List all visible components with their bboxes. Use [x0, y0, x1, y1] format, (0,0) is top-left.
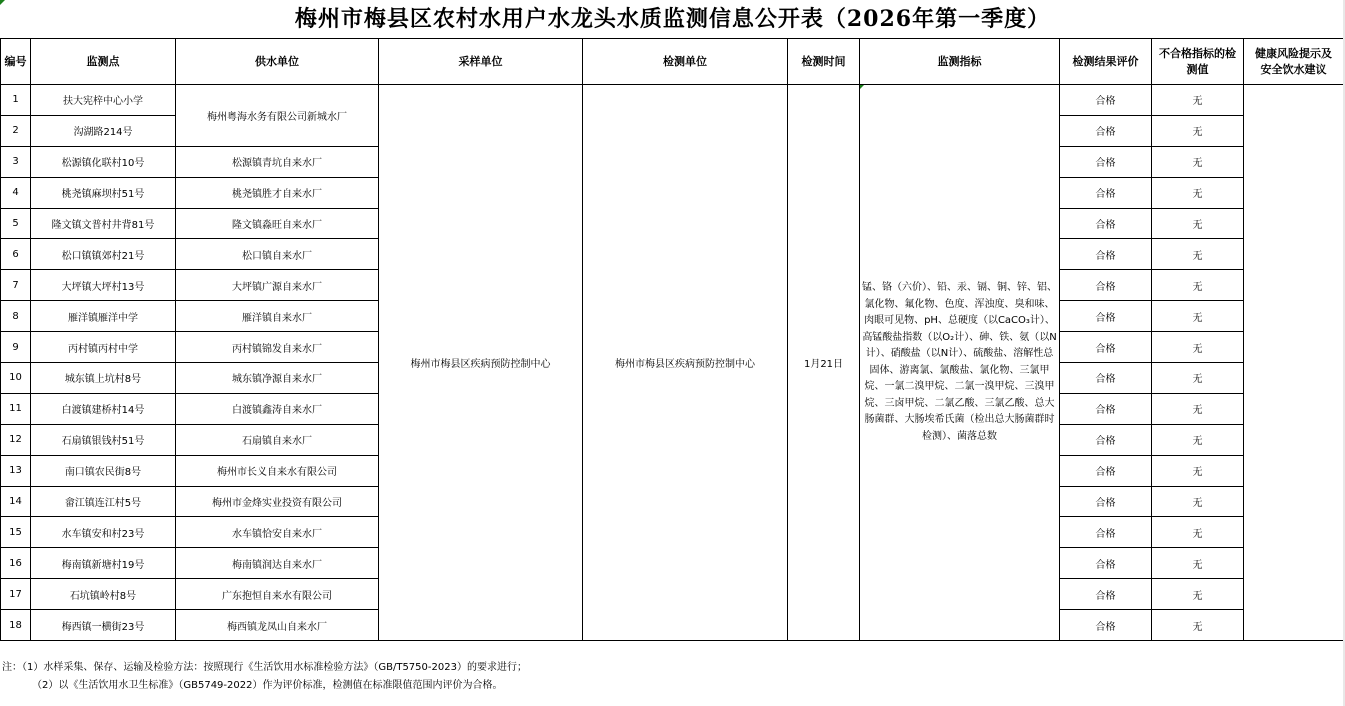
footnote-1: 注：（1）水样采集、保存、运输及检验方法：按照现行《生活饮用水标准检验方法》（GB/T5750-2023）的要求进行；	[2, 662, 527, 673]
cell-failed-value[interactable]: 无	[1152, 332, 1244, 363]
cell-supplier[interactable]: 雁洋镇自来水厂	[176, 301, 379, 332]
cell-result[interactable]: 合格	[1060, 208, 1152, 239]
cell-comment-marker	[860, 85, 864, 89]
cell-supplier[interactable]: 梅南镇润达自来水厂	[176, 548, 379, 579]
header-failed-value: 不合格指标的检测值	[1152, 39, 1244, 85]
cell-result[interactable]: 合格	[1060, 270, 1152, 301]
cell-failed-value[interactable]: 无	[1152, 270, 1244, 301]
cell-supplier[interactable]: 水车镇恰安自来水厂	[176, 517, 379, 548]
cell-failed-value[interactable]: 无	[1152, 301, 1244, 332]
cell-site[interactable]: 扶大宪梓中心小学	[31, 85, 176, 116]
cell-site[interactable]: 城东镇上坑村8号	[31, 363, 176, 394]
header-result: 检测结果评价	[1060, 39, 1152, 85]
cell-indicators[interactable]	[860, 85, 1060, 641]
cell-site[interactable]: 雁洋镇雁洋中学	[31, 301, 176, 332]
cell-supplier[interactable]: 白渡镇鑫涛自来水厂	[176, 393, 379, 424]
footnotes	[2, 659, 527, 695]
cell-no[interactable]: 2	[1, 115, 31, 146]
cell-result[interactable]: 合格	[1060, 146, 1152, 177]
cell-no[interactable]: 14	[1, 486, 31, 517]
cell-result[interactable]: 合格	[1060, 517, 1152, 548]
cell-supplier[interactable]: 桃尧镇胜才自来水厂	[176, 177, 379, 208]
cell-failed-value[interactable]: 无	[1152, 579, 1244, 610]
cell-result[interactable]: 合格	[1060, 610, 1152, 641]
cell-supplier[interactable]: 梅西镇龙凤山自来水厂	[176, 610, 379, 641]
cell-result[interactable]: 合格	[1060, 393, 1152, 424]
cell-result[interactable]: 合格	[1060, 301, 1152, 332]
cell-failed-value[interactable]: 无	[1152, 115, 1244, 146]
cell-site[interactable]: 水车镇安和村23号	[31, 517, 176, 548]
cell-no[interactable]: 18	[1, 610, 31, 641]
cell-no[interactable]: 13	[1, 455, 31, 486]
page-title: 梅州市梅县区农村水用户水龙头水质监测信息公开表（2026年第一季度）	[294, 6, 1051, 32]
cell-supplier[interactable]: 松口镇自来水厂	[176, 239, 379, 270]
cell-result[interactable]: 合格	[1060, 486, 1152, 517]
footnote-2: （2）以《生活饮用水卫生标准》（GB5749-2022）作为评价标准，检测值在标准限值范围内评价为合格。	[32, 680, 503, 691]
cell-failed-value[interactable]: 无	[1152, 517, 1244, 548]
cell-no[interactable]: 15	[1, 517, 31, 548]
cell-site[interactable]: 南口镇农民街8号	[31, 455, 176, 486]
water-quality-table	[0, 38, 1344, 641]
cell-no[interactable]: 5	[1, 208, 31, 239]
cell-site[interactable]: 隆文镇文普村井背81号	[31, 208, 176, 239]
cell-failed-value[interactable]: 无	[1152, 363, 1244, 394]
cell-date[interactable]: 1月21日	[788, 85, 860, 641]
cell-result[interactable]: 合格	[1060, 424, 1152, 455]
cell-result[interactable]: 合格	[1060, 332, 1152, 363]
header-site: 监测点	[31, 39, 176, 85]
cell-failed-value[interactable]: 无	[1152, 610, 1244, 641]
cell-site[interactable]: 松口镇镇郊村21号	[31, 239, 176, 270]
cell-site[interactable]: 畲江镇连江村5号	[31, 486, 176, 517]
cell-site[interactable]: 大坪镇大坪村13号	[31, 270, 176, 301]
cell-failed-value[interactable]: 无	[1152, 486, 1244, 517]
cell-site[interactable]: 石坑镇岭村8号	[31, 579, 176, 610]
header-date: 检测时间	[788, 39, 860, 85]
header-supplier: 供水单位	[176, 39, 379, 85]
cell-supplier[interactable]: 松源镇青坑自来水厂	[176, 146, 379, 177]
cell-supplier[interactable]: 广东抱恒自来水有限公司	[176, 579, 379, 610]
cell-no[interactable]: 12	[1, 424, 31, 455]
cell-advice[interactable]	[1244, 85, 1344, 641]
cell-result[interactable]: 合格	[1060, 177, 1152, 208]
cell-no[interactable]: 9	[1, 332, 31, 363]
cell-no[interactable]: 7	[1, 270, 31, 301]
header-row	[1, 39, 1344, 85]
cell-supplier[interactable]: 梅州市长义自来水有限公司	[176, 455, 379, 486]
cell-failed-value[interactable]: 无	[1152, 85, 1244, 116]
cell-supplier[interactable]: 梅州粤海水务有限公司新城水厂	[176, 85, 379, 147]
cell-failed-value[interactable]: 无	[1152, 455, 1244, 486]
header-indicators: 监测指标	[860, 39, 1060, 85]
cell-no[interactable]: 3	[1, 146, 31, 177]
cell-no[interactable]: 11	[1, 393, 31, 424]
cell-result[interactable]: 合格	[1060, 85, 1152, 116]
cell-supplier[interactable]: 丙村镇锦发自来水厂	[176, 332, 379, 363]
cell-site[interactable]: 白渡镇建桥村14号	[31, 393, 176, 424]
cell-no[interactable]: 17	[1, 579, 31, 610]
cell-result[interactable]: 合格	[1060, 548, 1152, 579]
cell-supplier[interactable]: 隆文镇淼旺自来水厂	[176, 208, 379, 239]
cell-site[interactable]: 丙村镇丙村中学	[31, 332, 176, 363]
indicators-text: 锰、铬（六价）、铅、汞、镉、铜、锌、铝、氯化物、氟化物、色度、浑浊度、臭和味、肉眼可见物、pH、总硬度（以CaCO₃计）、高锰酸盐指数（以O₂计）、砷、铁、氨（以N计）、硝酸盐（以N计）、硫酸盐、溶解性总固体、游离氯、氯酸盐、氯化物、三氯甲烷、一氯二溴甲烷、二氯一溴甲烷、三溴甲烷、三卤甲烷、二氯乙酸、三氯乙酸、总大肠菌群、大肠埃希氏菌（检出总大肠菌群时检测）、菌落总数	[862, 282, 1057, 442]
cell-supplier[interactable]: 大坪镇广源自来水厂	[176, 270, 379, 301]
cell-failed-value[interactable]: 无	[1152, 208, 1244, 239]
cell-site[interactable]: 桃尧镇麻坝村51号	[31, 177, 176, 208]
cell-no[interactable]: 16	[1, 548, 31, 579]
cell-no[interactable]: 1	[1, 85, 31, 116]
cell-no[interactable]: 8	[1, 301, 31, 332]
table-row	[1, 85, 1344, 116]
cell-supplier[interactable]: 城东镇净源自来水厂	[176, 363, 379, 394]
cell-failed-value[interactable]: 无	[1152, 239, 1244, 270]
cell-result[interactable]: 合格	[1060, 239, 1152, 270]
cell-failed-value[interactable]: 无	[1152, 146, 1244, 177]
header-advice: 健康风险提示及安全饮水建议	[1244, 39, 1344, 85]
cell-failed-value[interactable]: 无	[1152, 393, 1244, 424]
header-sampler: 采样单位	[379, 39, 583, 85]
cell-site[interactable]: 沟湖路214号	[31, 115, 176, 146]
cell-failed-value[interactable]: 无	[1152, 424, 1244, 455]
cell-result[interactable]: 合格	[1060, 363, 1152, 394]
cell-sampler[interactable]: 梅州市梅县区疾病预防控制中心	[379, 85, 583, 641]
cell-supplier[interactable]: 石扇镇自来水厂	[176, 424, 379, 455]
cell-site[interactable]: 松源镇化联村10号	[31, 146, 176, 177]
cell-result[interactable]: 合格	[1060, 455, 1152, 486]
cell-result[interactable]: 合格	[1060, 115, 1152, 146]
cell-site[interactable]: 梅西镇一横街23号	[31, 610, 176, 641]
cell-site[interactable]: 梅南镇新塘村19号	[31, 548, 176, 579]
cell-no[interactable]: 10	[1, 363, 31, 394]
header-tester: 检测单位	[583, 39, 788, 85]
cell-result[interactable]: 合格	[1060, 579, 1152, 610]
cell-failed-value[interactable]: 无	[1152, 177, 1244, 208]
cell-supplier[interactable]: 梅州市金烽实业投资有限公司	[176, 486, 379, 517]
cell-failed-value[interactable]: 无	[1152, 548, 1244, 579]
header-no: 编号	[1, 39, 31, 85]
cell-site[interactable]: 石扇镇银钱村51号	[31, 424, 176, 455]
cell-tester[interactable]: 梅州市梅县区疾病预防控制中心	[583, 85, 788, 641]
cell-no[interactable]: 6	[1, 239, 31, 270]
cell-no[interactable]: 4	[1, 177, 31, 208]
